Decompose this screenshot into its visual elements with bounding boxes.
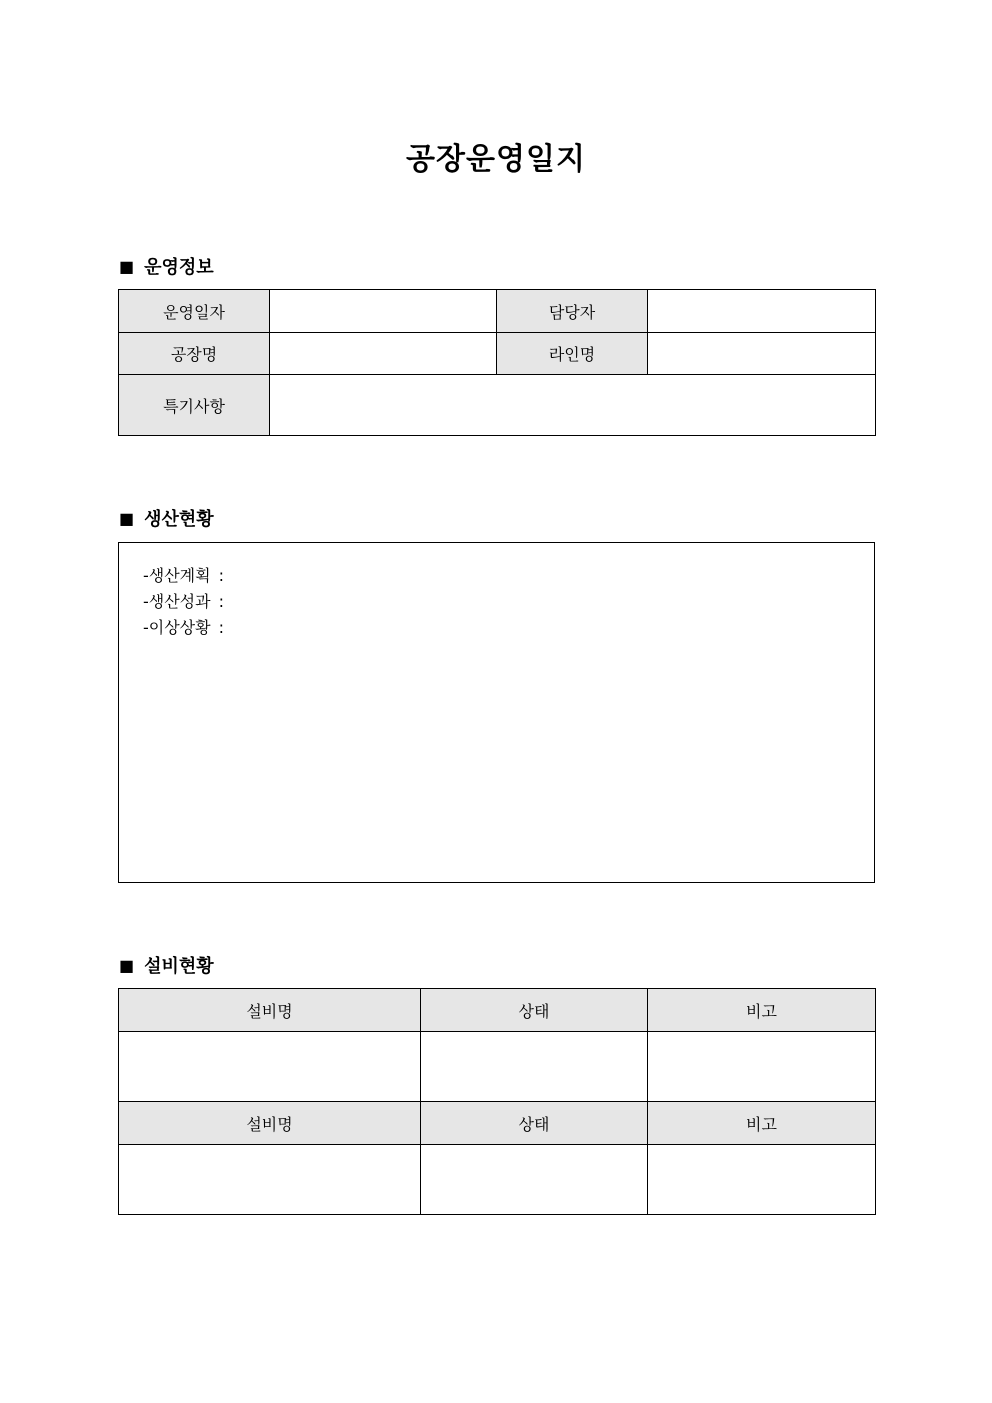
field-factory-name[interactable] <box>270 333 497 375</box>
section-heading-equipment <box>119 952 214 978</box>
page-title: 공장운영일지 <box>406 142 586 177</box>
field-equipment-note[interactable] <box>648 1145 876 1215</box>
production-line-plan <box>143 563 224 589</box>
field-special-notes[interactable] <box>270 375 876 436</box>
label-factory-name: 공장명 <box>119 333 270 375</box>
field-equipment-note[interactable] <box>648 1032 876 1102</box>
field-equipment-name[interactable] <box>119 1032 421 1102</box>
field-manager[interactable] <box>648 290 876 333</box>
field-equipment-name[interactable] <box>119 1145 421 1215</box>
section-title-operation: 운영정보 <box>144 257 214 278</box>
header-equipment-status: 상태 <box>421 989 648 1032</box>
operation-info-table <box>118 289 876 436</box>
square-bullet-icon: ■ <box>119 955 135 975</box>
production-lines <box>143 563 224 641</box>
section-title-production: 생산현황 <box>144 509 214 530</box>
field-equipment-status[interactable] <box>421 1145 648 1215</box>
section-heading-operation <box>119 253 214 279</box>
production-plan-label: -생산계획 <box>143 566 211 585</box>
production-plan-separator: : <box>218 566 224 585</box>
header-equipment-note: 비고 <box>648 989 876 1032</box>
field-line-name[interactable] <box>648 333 876 375</box>
label-operation-date: 운영일자 <box>119 290 270 333</box>
production-issue-label: -이상상황 <box>143 618 211 637</box>
square-bullet-icon: ■ <box>119 256 135 276</box>
production-result-label: -생산성과 <box>143 592 211 611</box>
label-manager: 담당자 <box>497 290 648 333</box>
header-equipment-name: 설비명 <box>119 989 421 1032</box>
header-equipment-name: 설비명 <box>119 1102 421 1145</box>
section-title-equipment: 설비현황 <box>144 956 214 977</box>
production-line-result <box>143 589 224 615</box>
label-line-name: 라인명 <box>497 333 648 375</box>
production-line-issue <box>143 615 224 641</box>
production-status-box[interactable] <box>118 542 875 883</box>
field-equipment-status[interactable] <box>421 1032 648 1102</box>
square-bullet-icon: ■ <box>119 508 135 528</box>
header-equipment-status: 상태 <box>421 1102 648 1145</box>
section-heading-production <box>119 505 214 531</box>
equipment-status-table <box>118 988 876 1215</box>
field-operation-date[interactable] <box>270 290 497 333</box>
header-equipment-note: 비고 <box>648 1102 876 1145</box>
label-special-notes: 특기사항 <box>119 375 270 436</box>
production-result-separator: : <box>218 592 224 611</box>
production-issue-separator: : <box>218 618 224 637</box>
